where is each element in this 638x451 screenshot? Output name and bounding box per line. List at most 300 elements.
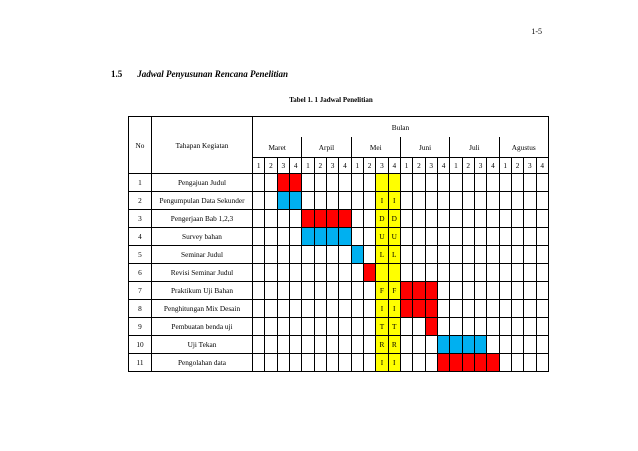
schedule-cell bbox=[289, 246, 301, 264]
table-row bbox=[129, 336, 549, 354]
header-task: Tahapan Kegiatan bbox=[152, 117, 253, 174]
schedule-cell bbox=[277, 318, 289, 336]
schedule-cell bbox=[462, 354, 474, 372]
schedule-cell bbox=[474, 210, 486, 228]
schedule-cell: L bbox=[376, 246, 388, 264]
header-week: 3 bbox=[524, 158, 536, 174]
row-task: Revisi Seminar Judul bbox=[152, 264, 253, 282]
schedule-cell bbox=[499, 228, 511, 246]
schedule-cell bbox=[413, 354, 425, 372]
schedule-cell bbox=[351, 264, 363, 282]
schedule-cell bbox=[450, 318, 462, 336]
schedule-cell bbox=[363, 246, 375, 264]
schedule-cell bbox=[400, 318, 412, 336]
schedule-cell bbox=[339, 192, 351, 210]
schedule-cell bbox=[487, 282, 499, 300]
schedule-cell bbox=[524, 210, 536, 228]
schedule-cell bbox=[487, 354, 499, 372]
schedule-cell bbox=[462, 246, 474, 264]
schedule-cell bbox=[536, 174, 548, 192]
schedule-cell: R bbox=[388, 336, 400, 354]
schedule-cell bbox=[302, 228, 314, 246]
schedule-cell bbox=[363, 318, 375, 336]
schedule-cell bbox=[289, 354, 301, 372]
schedule-cell: I bbox=[388, 192, 400, 210]
schedule-cell bbox=[474, 282, 486, 300]
schedule-cell bbox=[314, 192, 326, 210]
row-task: Pengerjaan Bab 1,2,3 bbox=[152, 210, 253, 228]
schedule-cell bbox=[511, 264, 523, 282]
header-month: Mei bbox=[351, 137, 400, 158]
row-number: 4 bbox=[129, 228, 152, 246]
header-no: No bbox=[129, 117, 152, 174]
schedule-cell bbox=[302, 282, 314, 300]
schedule-cell bbox=[302, 246, 314, 264]
header-week: 1 bbox=[400, 158, 412, 174]
schedule-cell bbox=[253, 228, 265, 246]
schedule-cell bbox=[265, 354, 277, 372]
schedule-cell bbox=[474, 228, 486, 246]
schedule-cell bbox=[326, 210, 338, 228]
row-task: Praktikum Uji Bahan bbox=[152, 282, 253, 300]
schedule-cell bbox=[524, 354, 536, 372]
schedule-cell: R bbox=[376, 336, 388, 354]
header-month: Agustus bbox=[499, 137, 548, 158]
schedule-cell bbox=[277, 174, 289, 192]
header-week: 1 bbox=[499, 158, 511, 174]
schedule-cell bbox=[351, 246, 363, 264]
schedule-cell bbox=[302, 192, 314, 210]
schedule-cell bbox=[314, 300, 326, 318]
schedule-cell bbox=[474, 336, 486, 354]
schedule-cell bbox=[363, 264, 375, 282]
schedule-cell: F bbox=[388, 282, 400, 300]
schedule-cell bbox=[474, 192, 486, 210]
schedule-cell bbox=[524, 282, 536, 300]
schedule-cell bbox=[253, 192, 265, 210]
schedule-cell bbox=[462, 210, 474, 228]
schedule-cell bbox=[511, 336, 523, 354]
schedule-cell bbox=[511, 210, 523, 228]
schedule-cell bbox=[425, 300, 437, 318]
schedule-cell bbox=[413, 210, 425, 228]
header-week: 2 bbox=[314, 158, 326, 174]
schedule-cell bbox=[277, 336, 289, 354]
row-task: Survey bahan bbox=[152, 228, 253, 246]
schedule-cell bbox=[536, 246, 548, 264]
header-week: 2 bbox=[462, 158, 474, 174]
row-number: 6 bbox=[129, 264, 152, 282]
schedule-cell bbox=[474, 246, 486, 264]
header-week: 2 bbox=[413, 158, 425, 174]
schedule-cell bbox=[326, 228, 338, 246]
row-number: 1 bbox=[129, 174, 152, 192]
schedule-cell bbox=[425, 354, 437, 372]
schedule-cell bbox=[314, 318, 326, 336]
schedule-cell bbox=[265, 228, 277, 246]
schedule-cell bbox=[450, 300, 462, 318]
schedule-cell bbox=[499, 300, 511, 318]
schedule-cell bbox=[277, 300, 289, 318]
schedule-cell bbox=[413, 336, 425, 354]
schedule-cell bbox=[265, 210, 277, 228]
schedule-cell bbox=[253, 354, 265, 372]
header-week: 4 bbox=[487, 158, 499, 174]
schedule-cell bbox=[425, 174, 437, 192]
schedule-cell bbox=[326, 354, 338, 372]
schedule-cell bbox=[363, 192, 375, 210]
header-week: 1 bbox=[302, 158, 314, 174]
schedule-cell bbox=[253, 336, 265, 354]
schedule-cell bbox=[450, 264, 462, 282]
schedule-cell bbox=[413, 300, 425, 318]
row-number: 5 bbox=[129, 246, 152, 264]
schedule-cell bbox=[437, 174, 449, 192]
header-week: 3 bbox=[376, 158, 388, 174]
schedule-cell bbox=[437, 354, 449, 372]
schedule-cell bbox=[437, 300, 449, 318]
schedule-cell bbox=[425, 228, 437, 246]
header-row-group bbox=[129, 117, 549, 138]
schedule-cell bbox=[437, 228, 449, 246]
schedule-cell bbox=[339, 300, 351, 318]
schedule-cell bbox=[314, 354, 326, 372]
schedule-cell bbox=[400, 246, 412, 264]
schedule-cell bbox=[314, 336, 326, 354]
schedule-cell bbox=[511, 300, 523, 318]
schedule-cell bbox=[363, 300, 375, 318]
schedule-cell bbox=[302, 336, 314, 354]
schedule-cell bbox=[400, 228, 412, 246]
schedule-cell bbox=[524, 336, 536, 354]
schedule-cell bbox=[437, 336, 449, 354]
table-caption: Tabel 1. 1 Jadwal Penelitian bbox=[289, 96, 373, 104]
schedule-cell bbox=[253, 318, 265, 336]
schedule-cell bbox=[450, 192, 462, 210]
schedule-cell bbox=[339, 264, 351, 282]
schedule-cell bbox=[511, 246, 523, 264]
schedule-cell bbox=[277, 354, 289, 372]
schedule-cell bbox=[511, 192, 523, 210]
schedule-cell bbox=[536, 192, 548, 210]
schedule-cell bbox=[487, 336, 499, 354]
row-number: 9 bbox=[129, 318, 152, 336]
schedule-cell bbox=[265, 246, 277, 264]
header-week: 4 bbox=[339, 158, 351, 174]
schedule-cell bbox=[400, 300, 412, 318]
schedule-cell bbox=[289, 336, 301, 354]
schedule-cell bbox=[289, 174, 301, 192]
schedule-cell bbox=[437, 264, 449, 282]
table-row bbox=[129, 246, 549, 264]
row-number: 2 bbox=[129, 192, 152, 210]
schedule-cell bbox=[511, 174, 523, 192]
schedule-cell bbox=[474, 174, 486, 192]
schedule-cell bbox=[326, 174, 338, 192]
schedule-table bbox=[128, 116, 549, 372]
header-week: 2 bbox=[265, 158, 277, 174]
schedule-cell bbox=[450, 336, 462, 354]
schedule-cell: T bbox=[388, 318, 400, 336]
schedule-cell bbox=[289, 282, 301, 300]
schedule-cell bbox=[326, 264, 338, 282]
header-week: 4 bbox=[289, 158, 301, 174]
schedule-cell bbox=[524, 228, 536, 246]
schedule-cell bbox=[253, 210, 265, 228]
schedule-cell bbox=[339, 354, 351, 372]
schedule-cell bbox=[326, 336, 338, 354]
schedule-cell bbox=[400, 264, 412, 282]
schedule-cell bbox=[425, 282, 437, 300]
header-week: 3 bbox=[277, 158, 289, 174]
header-week: 1 bbox=[351, 158, 363, 174]
schedule-cell bbox=[289, 228, 301, 246]
schedule-cell: F bbox=[376, 282, 388, 300]
schedule-cell bbox=[450, 246, 462, 264]
schedule-cell bbox=[363, 354, 375, 372]
schedule-cell bbox=[253, 282, 265, 300]
schedule-cell bbox=[363, 336, 375, 354]
schedule-cell: D bbox=[388, 210, 400, 228]
schedule-cell bbox=[536, 228, 548, 246]
schedule-cell bbox=[425, 336, 437, 354]
schedule-cell bbox=[425, 264, 437, 282]
schedule-cell bbox=[253, 174, 265, 192]
schedule-cell bbox=[376, 174, 388, 192]
schedule-cell bbox=[474, 318, 486, 336]
schedule-cell bbox=[487, 210, 499, 228]
schedule-cell: I bbox=[376, 192, 388, 210]
schedule-cell: I bbox=[376, 354, 388, 372]
row-task: Uji Tekan bbox=[152, 336, 253, 354]
schedule-cell bbox=[474, 264, 486, 282]
table-row bbox=[129, 228, 549, 246]
schedule-cell bbox=[314, 264, 326, 282]
schedule-cell bbox=[400, 174, 412, 192]
schedule-cell bbox=[499, 210, 511, 228]
schedule-cell bbox=[265, 192, 277, 210]
row-task: Pembuatan benda uji bbox=[152, 318, 253, 336]
schedule-cell bbox=[302, 300, 314, 318]
schedule-cell bbox=[351, 210, 363, 228]
table-row bbox=[129, 264, 549, 282]
schedule-cell bbox=[524, 318, 536, 336]
table-row bbox=[129, 210, 549, 228]
schedule-cell bbox=[511, 228, 523, 246]
schedule-cell bbox=[450, 354, 462, 372]
header-week: 3 bbox=[474, 158, 486, 174]
schedule-cell bbox=[437, 246, 449, 264]
schedule-cell bbox=[437, 318, 449, 336]
schedule-cell bbox=[536, 336, 548, 354]
schedule-cell bbox=[450, 210, 462, 228]
schedule-cell bbox=[265, 336, 277, 354]
header-week: 4 bbox=[437, 158, 449, 174]
schedule-cell bbox=[437, 210, 449, 228]
section-number: 1.5 bbox=[111, 69, 123, 79]
schedule-cell bbox=[536, 210, 548, 228]
schedule-cell bbox=[339, 336, 351, 354]
schedule-cell bbox=[326, 282, 338, 300]
schedule-cell bbox=[536, 264, 548, 282]
schedule-cell: T bbox=[376, 318, 388, 336]
schedule-cell bbox=[351, 336, 363, 354]
header-month: Juli bbox=[450, 137, 499, 158]
schedule-cell bbox=[400, 282, 412, 300]
schedule-cell bbox=[326, 192, 338, 210]
schedule-cell bbox=[302, 210, 314, 228]
header-week: 1 bbox=[253, 158, 265, 174]
schedule-cell bbox=[265, 318, 277, 336]
schedule-cell bbox=[302, 354, 314, 372]
schedule-cell bbox=[499, 246, 511, 264]
schedule-cell bbox=[413, 246, 425, 264]
schedule-cell bbox=[289, 318, 301, 336]
schedule-cell bbox=[450, 174, 462, 192]
schedule-cell bbox=[289, 300, 301, 318]
schedule-cell bbox=[511, 354, 523, 372]
page-number: 1-5 bbox=[531, 27, 542, 36]
schedule-cell bbox=[302, 318, 314, 336]
schedule-cell bbox=[413, 318, 425, 336]
schedule-cell bbox=[277, 228, 289, 246]
header-month: Juni bbox=[400, 137, 449, 158]
table-row bbox=[129, 282, 549, 300]
schedule-cell bbox=[487, 246, 499, 264]
schedule-cell bbox=[499, 282, 511, 300]
schedule-cell bbox=[487, 174, 499, 192]
schedule-cell bbox=[487, 228, 499, 246]
schedule-cell bbox=[400, 192, 412, 210]
schedule-cell bbox=[462, 174, 474, 192]
row-number: 7 bbox=[129, 282, 152, 300]
schedule-cell bbox=[487, 192, 499, 210]
schedule-cell bbox=[524, 264, 536, 282]
schedule-cell bbox=[462, 300, 474, 318]
header-week: 2 bbox=[363, 158, 375, 174]
row-task: Pengajuan Judul bbox=[152, 174, 253, 192]
schedule-cell bbox=[363, 228, 375, 246]
schedule-cell bbox=[462, 336, 474, 354]
header-month: Arpil bbox=[302, 137, 351, 158]
schedule-cell bbox=[487, 264, 499, 282]
schedule-cell: L bbox=[388, 246, 400, 264]
schedule-cell bbox=[425, 318, 437, 336]
schedule-cell bbox=[499, 354, 511, 372]
schedule-cell bbox=[462, 282, 474, 300]
schedule-cell bbox=[363, 210, 375, 228]
row-number: 3 bbox=[129, 210, 152, 228]
row-task: Pengolahan data bbox=[152, 354, 253, 372]
schedule-cell bbox=[265, 174, 277, 192]
schedule-cell bbox=[499, 192, 511, 210]
schedule-cell bbox=[413, 174, 425, 192]
schedule-cell: I bbox=[388, 300, 400, 318]
header-week: 3 bbox=[326, 158, 338, 174]
schedule-cell bbox=[253, 300, 265, 318]
schedule-cell bbox=[351, 300, 363, 318]
schedule-cell bbox=[363, 282, 375, 300]
row-task: Penghitungan Mix Desain bbox=[152, 300, 253, 318]
schedule-cell bbox=[413, 282, 425, 300]
schedule-cell bbox=[363, 174, 375, 192]
schedule-cell bbox=[339, 318, 351, 336]
schedule-cell bbox=[314, 246, 326, 264]
header-week: 4 bbox=[536, 158, 548, 174]
schedule-cell bbox=[425, 210, 437, 228]
schedule-cell bbox=[339, 228, 351, 246]
schedule-cell bbox=[277, 246, 289, 264]
schedule-cell bbox=[437, 192, 449, 210]
schedule-cell bbox=[265, 282, 277, 300]
schedule-cell bbox=[339, 210, 351, 228]
schedule-cell bbox=[388, 174, 400, 192]
schedule-cell bbox=[289, 192, 301, 210]
header-week: 1 bbox=[450, 158, 462, 174]
row-number: 10 bbox=[129, 336, 152, 354]
schedule-cell bbox=[326, 300, 338, 318]
schedule-cell bbox=[499, 264, 511, 282]
schedule-cell bbox=[314, 174, 326, 192]
schedule-cell: U bbox=[388, 228, 400, 246]
schedule-cell bbox=[437, 282, 449, 300]
schedule-cell bbox=[339, 174, 351, 192]
schedule-cell bbox=[450, 228, 462, 246]
schedule-cell bbox=[413, 228, 425, 246]
schedule-cell bbox=[314, 228, 326, 246]
section-heading bbox=[111, 69, 288, 79]
schedule-cell bbox=[351, 192, 363, 210]
section-title: Jadwal Penyusunan Rencana Penelitian bbox=[137, 69, 289, 79]
schedule-cell bbox=[351, 228, 363, 246]
schedule-cell bbox=[462, 318, 474, 336]
schedule-cell bbox=[400, 354, 412, 372]
table-row bbox=[129, 174, 549, 192]
schedule-cell bbox=[302, 174, 314, 192]
schedule-cell bbox=[462, 228, 474, 246]
schedule-cell bbox=[524, 174, 536, 192]
header-week: 3 bbox=[425, 158, 437, 174]
schedule-cell bbox=[265, 264, 277, 282]
schedule-cell: D bbox=[376, 210, 388, 228]
schedule-cell bbox=[425, 192, 437, 210]
schedule-cell bbox=[450, 282, 462, 300]
schedule-cell bbox=[499, 174, 511, 192]
schedule-cell bbox=[524, 300, 536, 318]
schedule-cell bbox=[253, 246, 265, 264]
schedule-cell bbox=[265, 300, 277, 318]
schedule-cell bbox=[351, 282, 363, 300]
schedule-cell bbox=[289, 210, 301, 228]
schedule-cell bbox=[536, 282, 548, 300]
schedule-cell bbox=[289, 264, 301, 282]
header-week: 2 bbox=[511, 158, 523, 174]
header-week: 4 bbox=[388, 158, 400, 174]
row-number: 11 bbox=[129, 354, 152, 372]
schedule-cell bbox=[425, 246, 437, 264]
schedule-cell bbox=[277, 264, 289, 282]
schedule-cell bbox=[499, 336, 511, 354]
schedule-cell bbox=[499, 318, 511, 336]
schedule-cell: U bbox=[376, 228, 388, 246]
schedule-cell bbox=[511, 282, 523, 300]
schedule-cell: I bbox=[376, 300, 388, 318]
schedule-cell bbox=[277, 282, 289, 300]
header-month: Maret bbox=[253, 137, 302, 158]
schedule-cell bbox=[314, 210, 326, 228]
schedule-cell bbox=[314, 282, 326, 300]
schedule-cell bbox=[351, 318, 363, 336]
